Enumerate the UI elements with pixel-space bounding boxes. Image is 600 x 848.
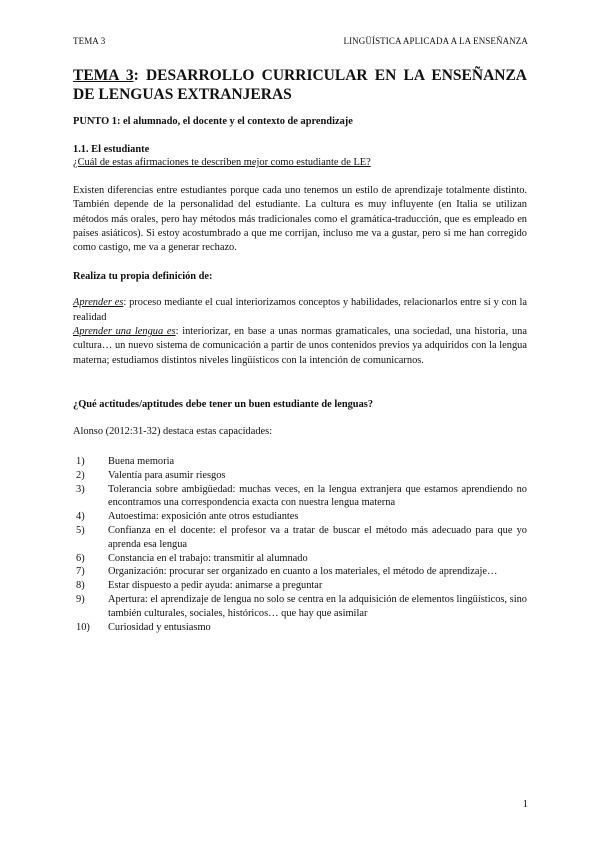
- page-title: [73, 66, 527, 104]
- list-item: [73, 510, 527, 524]
- qualities-heading: ¿Qué actitudes/aptitudes debe tener un buen estudiante de lenguas?: [73, 398, 374, 410]
- list-number: 5): [76, 524, 85, 536]
- list-item: [73, 621, 527, 635]
- qualities-list: [73, 455, 527, 634]
- list-text: Constancia en el trabajo: transmitir al alumnado: [108, 552, 308, 564]
- list-number: 4): [76, 511, 85, 523]
- list-item: [73, 565, 527, 579]
- list-number: 7): [76, 566, 85, 578]
- list-number: 8): [76, 580, 85, 592]
- list-number: 1): [76, 455, 85, 467]
- definitions-heading: Realiza tu propia definición de:: [73, 271, 213, 283]
- list-text: Confianza en el docente: el profesor va a tratar de buscar el método más adecuado para que yo aprenda esa lengua: [108, 524, 527, 550]
- definition-item: [73, 296, 527, 325]
- definition-item: [73, 325, 527, 368]
- list-text: Organización: procurar ser organizado en cuanto a los materiales, el método de aprendizaje…: [108, 566, 498, 578]
- page-content: [73, 66, 527, 634]
- list-text: Buena memoria: [108, 455, 175, 467]
- punto-heading: PUNTO 1: el alumnado, el docente y el contexto de aprendizaje: [73, 116, 353, 127]
- section-heading: 1.1. El estudiante: [73, 144, 150, 155]
- list-text: Autoestima: exposición ante otros estudiantes: [108, 511, 299, 523]
- definition-term: Aprender una lengua es: [73, 326, 176, 338]
- list-number: 3): [76, 483, 85, 495]
- header-right: LINGÜÍSTICA APLICADA A LA ENSEÑANZA: [343, 36, 528, 46]
- list-text: Curiosidad y entusiasmo: [108, 621, 211, 633]
- header-left: TEMA 3: [73, 36, 106, 46]
- title-text: : DESARROLLO CURRICULAR EN LA ENSEÑANZA DE LENGUAS EXTRANJERAS: [73, 67, 527, 103]
- definitions-block: [73, 296, 527, 367]
- list-text: Tolerancia sobre ambigüedad: muchas veces, en la lengua extranjera que estamos aprendiendo no encontramos una correspondencia exacta con nuestra lengua materna: [108, 483, 527, 509]
- section-paragraph: Existen diferencias entre estudiantes porque cada uno tenemos un estilo de aprendizaje totalmente distinto. También depende de la personalidad del estudiante. La cultura es muy influyente (en Italia se utilizan métodos más orales, pero hay métodos más tradicionales como el gramática-traducción, que es empleado en países asiáticos). Si estoy acostumbrado a que me corrijan, incluso me va a gustar, pero si me han corregido como castigo, me va a generar rechazo.: [73, 185, 527, 254]
- section-question: ¿Cuál de estas afirmaciones te describen mejor como estudiante de LE?: [73, 157, 371, 168]
- page-number: 1: [522, 798, 528, 810]
- list-number: 10): [76, 621, 90, 633]
- list-text: Estar dispuesto a pedir ayuda: animarse a preguntar: [108, 580, 323, 592]
- title-label: TEMA 3: [73, 67, 134, 84]
- definition-term: Aprender es: [73, 297, 124, 309]
- list-item: [73, 483, 527, 511]
- list-item: [73, 455, 527, 469]
- definition-text: : proceso mediante el cual interiorizamos conceptos y habilidades, relacionarlos entre sí y con la realidad: [73, 297, 527, 323]
- list-number: 6): [76, 552, 85, 564]
- list-item: [73, 593, 527, 621]
- list-item: [73, 579, 527, 593]
- list-item: [73, 469, 527, 483]
- list-text: Valentía para asumir riesgos: [108, 469, 226, 481]
- list-text: Apertura: el aprendizaje de lengua no solo se centra en la adquisición de elementos lingüísticos, sino también culturales, sociales, históricos… que hay que asimilar: [108, 593, 527, 619]
- list-number: 2): [76, 469, 85, 481]
- list-number: 9): [76, 593, 85, 605]
- definition-text: : interiorizar, en base a unas normas gramaticales, una sociedad, una historia, una cultura… un nuevo sistema de comunicación a partir de unos contenidos previos ya adquiridos con la lengua materna; estudiamos distintos niveles lingüísticos con la intención de comunicarnos.: [73, 326, 527, 366]
- list-item: [73, 552, 527, 566]
- list-item: [73, 524, 527, 552]
- qualities-intro: Alonso (2012:31-32) destaca estas capacidades:: [73, 425, 273, 437]
